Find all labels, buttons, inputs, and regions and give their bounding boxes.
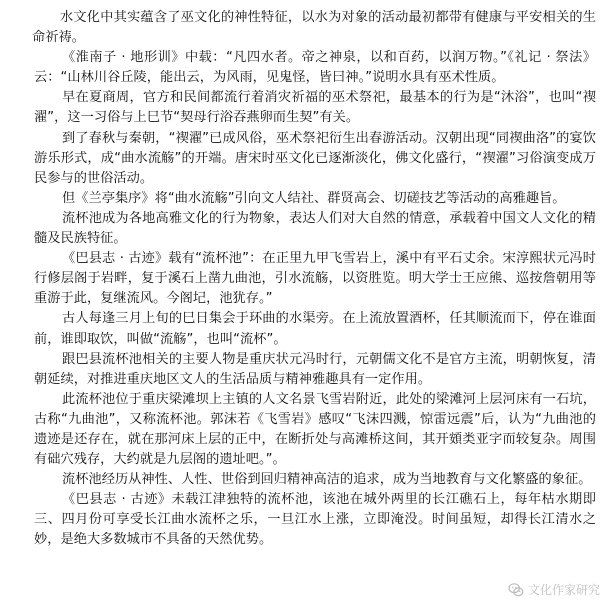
paragraph: 水文化中其实蕴含了巫文化的神性特征，以水为对象的活动最初都带有健康与平安相关的生命祈祷。 [32, 10, 596, 46]
document-body [0, 8, 610, 551]
paragraph: 古人每逢三月上旬的巳日集会于环曲的水渠旁。在上流放置酒杯，任其顺流而下，停在谁面前，谁即取饮，叫做“流觞”，也叫“流杯”。 [34, 311, 596, 347]
paragraph: 《淮南子 · 地形训》中载：“凡四水者。帝之神泉，以和百药，以润万物。”《礼记 · 祭法》云：“山林川谷丘陵，能出云，为风雨，见鬼怪，皆曰神。”说明水具有巫术性质。 [34, 50, 596, 86]
wechat-icon [508, 582, 524, 598]
paragraph: 到了春秋与秦朝，“禊濯”已成风俗，巫术祭祀衍生出春游活动。汉朝出现“同禊曲洛”的宴饮游乐形式，成“曲水流觞”的开端。唐宋时巫文化已逐渐淡化，佛文化盛行，“禊濯”习俗演变成万民参与的世俗活动。 [34, 130, 596, 186]
paragraph: 但《兰亭集序》将“曲水流觞”引向文人结社、群贤高会、切磋技艺等活动的高雅趣旨。 [62, 190, 566, 206]
paragraph: 流杯池成为各地高雅文化的行为物象，表达人们对大自然的情意，承载着中国文人文化的精髓及民族特征。 [34, 210, 596, 247]
paragraph: 流杯池经历从神性、人性、世俗到回归精神高洁的追求，成为当地教育与文化繁盛的象征。 [62, 472, 592, 488]
paragraph: 早在夏商周，官方和民间都流行着消灾祈福的巫术祭祀，最基本的行为是“沐浴”，也叫“禊濯”，这一习俗与上巳节“契母行浴吞燕卵而生契”有关。 [34, 90, 596, 126]
paragraph: 《巴县志 · 古迹》未载江津独特的流杯池，该池在城外两里的长江礁石上，每年枯水期即三、四月份可享受长江曲水流杯之乐，一旦江水上涨，立即淹没。时间虽短，却得长江清水之妙，是绝大多数城市不具备的天然优势。 [34, 492, 596, 548]
watermark-text: 文化作家研究 [527, 583, 600, 597]
paragraph: 跟巴县流杯池相关的主要人物是重庆状元冯时行，元朝儒文化不是官方主流，明朝恢复，清朝延续，对推进重庆地区文人的生活品质与精神雅趣具有一定作用。 [34, 351, 596, 387]
watermark [508, 581, 600, 598]
paragraph: 此流杯池位于重庆梁滩坝上主镇的人文名景飞雪岩附近，此处的梁滩河上层河床有一石坑，古称“九曲池”，又称流杯池。郭沫若《飞雪岩》感叹“飞沫四溅，惊雷远震”后，认为“九曲池的遗迹是还存在，就在那河床上层的正中，在断折处与高滩桥这间，其开頞类亚字而较复杂。周围有础穴残存，大约就是九层阁的遗址吧。”。 [34, 391, 596, 468]
paragraph: 《巴县志 · 古迹》载有“流杯池”：在正里九甲飞雪岩上，溪中有平石丈余。宋淳熙状元冯时行修层阁于岩畔，复于溪石上凿九曲池，引水流觞，以资胜览。明大学士王应熊、巡按詹朝用等重游于此，复继流风。今阁圮，池犹存。” [34, 251, 596, 307]
